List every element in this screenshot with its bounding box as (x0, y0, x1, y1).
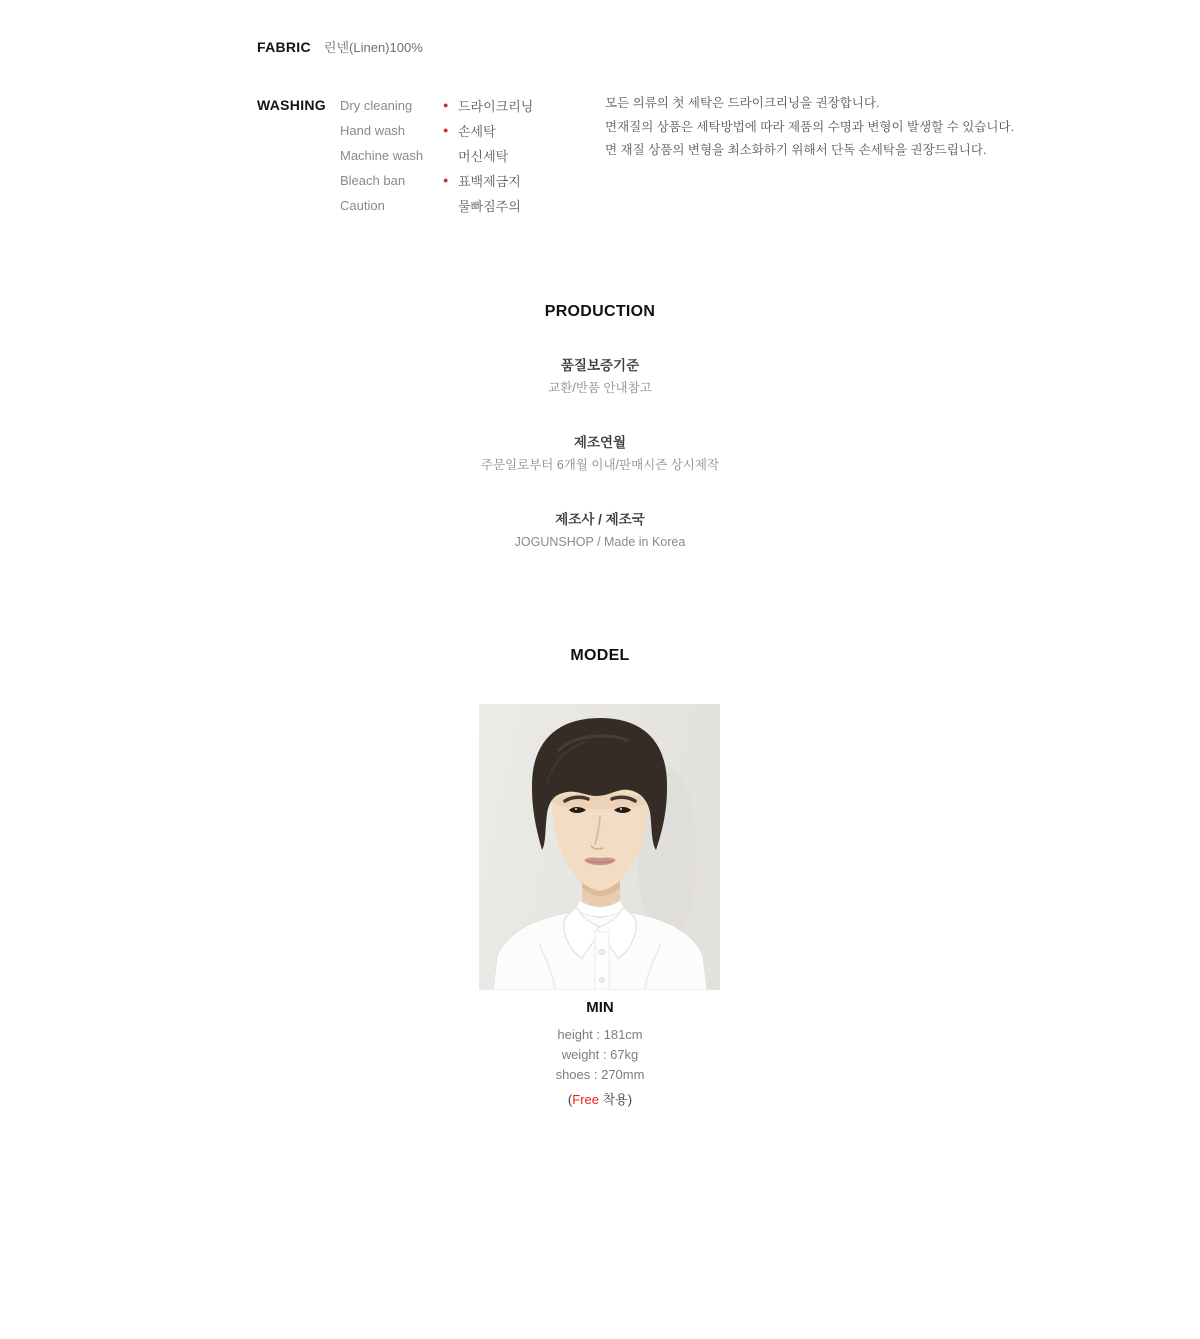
washing-row-bleach-ban (340, 168, 533, 193)
wearing-suffix: 착용) (599, 1092, 633, 1107)
washing-term-en: Bleach ban (340, 173, 406, 188)
model-section-title (0, 647, 1200, 665)
wearing-size-value: Free (572, 1092, 599, 1107)
washing-term-ko: 물빠짐주의 (458, 199, 521, 214)
washing-row-dry-cleaning (340, 93, 533, 118)
production-item-maker (0, 510, 1200, 552)
washing-term-en: Caution (340, 198, 385, 213)
washing-term-ko: 머신세탁 (458, 149, 509, 164)
washing-notes (605, 92, 1014, 163)
model-title-text: MODEL (570, 647, 630, 664)
model-spec-height: height : 181cm (557, 1027, 643, 1042)
fabric-label: FABRIC (257, 39, 311, 55)
fabric-section (257, 37, 423, 56)
production-item-heading: 제조사 / 제조국 (555, 512, 645, 527)
production-item-detail: 주문일로부터 6개월 이내/판매시즌 상시제작 (480, 458, 720, 472)
model-name: MIN (586, 999, 614, 1016)
model-spec-shoes: shoes : 270mm (555, 1067, 645, 1082)
production-section (0, 303, 1200, 552)
production-item-detail: JOGUNSHOP / Made in Korea (514, 535, 686, 549)
model-portrait-illustration (479, 704, 720, 990)
washing-term-en: Machine wash (340, 148, 424, 163)
washing-term-en: Hand wash (340, 123, 406, 138)
production-item-heading: 품질보증기준 (560, 358, 640, 373)
model-photo (479, 704, 720, 990)
washing-table (340, 93, 533, 218)
production-item-quality (0, 356, 1200, 398)
fabric-value: 린넨(Linen)100% (323, 40, 423, 55)
production-item-heading: 제조연월 (573, 435, 627, 450)
washing-note-line: 면 재질 상품의 변형을 최소화하기 위해서 단독 손세탁을 권장드립니다. (605, 143, 987, 157)
washing-row-caution (340, 193, 533, 218)
red-dot-marker: ● (443, 125, 449, 135)
washing-row-machine-wash (340, 143, 533, 168)
washing-label: WASHING (257, 97, 326, 113)
red-dot-marker: ● (443, 175, 449, 185)
model-spec-weight: weight : 67kg (561, 1047, 639, 1062)
washing-note-line: 모든 의류의 첫 세탁은 드라이크리닝을 권장합니다. (605, 96, 880, 110)
washing-note-line: 면재질의 상품은 세탁방법에 따라 제품의 수명과 변형이 발생할 수 있습니다. (605, 119, 1015, 134)
model-wearing-size (0, 1089, 1200, 1108)
washing-term-ko: 드라이크리닝 (458, 99, 534, 114)
washing-term-en: Dry cleaning (340, 98, 413, 113)
washing-term-ko: 표백제금지 (458, 174, 521, 189)
production-item-date (0, 433, 1200, 475)
model-info (0, 999, 1200, 1108)
production-title: PRODUCTION (544, 303, 656, 320)
red-dot-marker: ● (443, 100, 449, 110)
washing-row-hand-wash (340, 118, 533, 143)
production-item-detail: 교환/반품 안내참고 (548, 381, 652, 395)
wearing-prefix: ( (567, 1092, 573, 1107)
washing-term-ko: 손세탁 (458, 124, 496, 139)
